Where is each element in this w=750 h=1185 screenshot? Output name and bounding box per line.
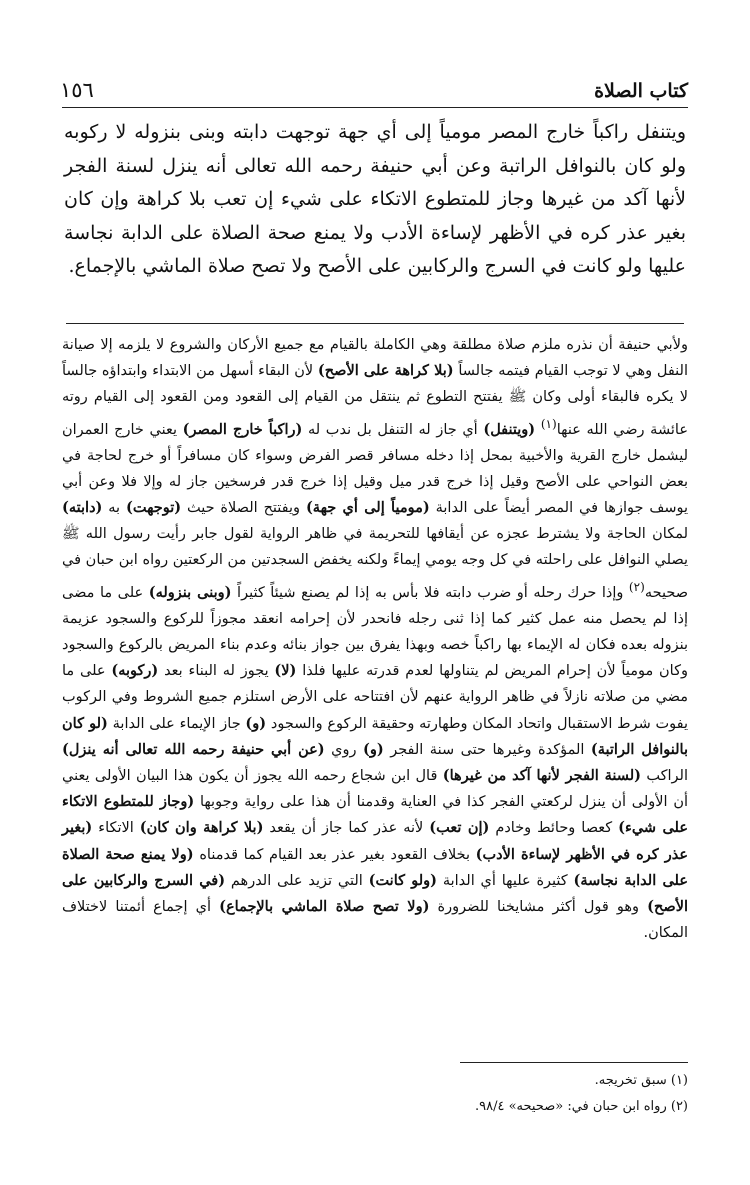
commentary-text: ولأبي حنيفة أن نذره ملزم صلاة مطلقة وهي الكاملة بالقيام مع جميع الأركان والشروع لا يلزمه إلا صيانة النفل وهي لا توجب القيام فيتمه جالساً: [62, 337, 688, 380]
quoted-text: (بلا كراهة على الأصح): [317, 362, 454, 380]
commentary-text: على ما مضي من صلاته نازلاً في ظاهر الرواية عنهم لأن افتتاحه على الأرض استلزم جميع الشروط وفي الركوب يفوت شرط الاستقبال واتحاد المكان وطهارته وحقيقة الركوع والسجود: [62, 663, 688, 732]
commentary-text: لأنه عذر كما جاز أن يقعد: [263, 820, 430, 837]
quoted-text: (مومياً إلى أي جهة): [305, 499, 430, 517]
commentary-text: كعصا وحائط وخادم: [489, 820, 619, 837]
quoted-text: (راكباً خارج المصر): [182, 420, 303, 438]
commentary-text: على ما مضى إذا لم يحصل منه عمل كثير كما إذا ثنى رجله فانحدر لأن إحرامه انعقد مجوزاً للركوع والسجود عزيمة بنزوله بعده فكان له الإيماء بها راكباً خصه وبهذا يفرق بين جواز بنائه وعدم بناء المريض بالركوع والسجود وكان مومياً لأن إحرام المريض لم يتناولها لعدم قدرته عليها فلذا: [62, 584, 688, 680]
commentary-text: لأن البقاء أسهل من الابتداء وابتداؤه جالساً لا يكره فالبقاء أولى وكان ﷺ يفتتح التطوع ثم ينتقل من القيام إلى القعود ومن القعود إلى القيام روته عائشة رضي الله عنها: [62, 363, 688, 438]
quoted-text: (و): [245, 714, 267, 732]
quoted-text: (ولا يمنع صحة الصلاة على الدابة نجاسة): [62, 845, 689, 889]
commentary-text: روي: [324, 741, 363, 758]
quoted-text: (توجهت): [125, 499, 182, 517]
quoted-text: (ركوبه): [111, 662, 159, 680]
quoted-text: (لسنة الفجر لأنها آكد من غيرها): [442, 766, 641, 784]
footnote-ref: (٢): [628, 579, 645, 594]
header-rule: [62, 107, 688, 108]
quoted-text: (بغير عذر كره في الأظهر لإساءة الأدب): [62, 819, 688, 863]
quoted-text: (دابته): [62, 499, 103, 517]
quoted-text: (وبنى بنزوله): [148, 583, 232, 601]
commentary-text: بخلاف القعود بغير عذر بعد القيام كما قدمناه: [193, 846, 476, 863]
commentary-text: يعني خارج العمران ليشمل خارج القرية والأخبية بمحل إذا دخله مسافر قصر الفرض وسواء كان مسافراً أو خرج لحاجة في بعض النواحي على الأصح وقيل إذا خرج قدر ميل وقيل إذا خرج قدر فرسخين جاز له وإلا فلا وعن أبي يوسف جوازها في المصر أيضاً على الدابة: [62, 421, 688, 517]
footnote-ref: (١): [540, 416, 557, 431]
commentary-text: كثيرة عليها أي الدابة: [437, 872, 574, 889]
commentary-text: جاز الإيماء على الدابة: [107, 715, 246, 732]
commentary-text: الاتكاء: [92, 820, 140, 837]
quoted-text: (لا): [274, 662, 297, 680]
footnote: (١) سبق تخريجه.: [594, 1073, 688, 1088]
footnotes: [62, 1068, 688, 1120]
commentary-text: قال ابن شجاع رحمه الله يجوز أن يكون هذا البيان الأولى يعني أن الأولى أن ينزل لركعتي الفجر كذا في العناية وقدمنا أن هذا على رواية وجوبها: [62, 767, 688, 811]
commentary-text: يجوز له البناء بعد: [158, 663, 275, 680]
page-number: ١٥٦: [60, 78, 94, 102]
commentary-text: الراكب: [640, 767, 688, 784]
commentary-text: به: [102, 500, 126, 517]
quoted-text: (إن تعب): [429, 819, 490, 837]
quoted-text: (و): [362, 740, 384, 758]
footnote-rule: [460, 1062, 688, 1063]
footnote: (٢) رواه ابن حبان في: «صحيحه» ٩٨/٤.: [474, 1099, 688, 1114]
text-commentary-divider: [66, 323, 684, 324]
commentary-text: وإذا حرك رحله أو ضرب دابته فلا بأس به إذا لم يصنع شيئاً كثيراً: [231, 584, 629, 601]
commentary-text: أي جاز له التنفل بل ندب له: [302, 421, 484, 438]
quoted-text: (ولا تصح صلاة الماشي بالإجماع): [219, 897, 430, 915]
commentary-text: ويفتتح الصلاة حيث: [181, 500, 306, 517]
commentary-text: المؤكدة وغيرها حتى سنة الفجر: [383, 741, 591, 758]
quoted-text: (ولو كانت): [368, 871, 438, 889]
book-title: كتاب الصلاة: [594, 80, 688, 102]
main-text: ويتنفل راكباً خارج المصر مومياً إلى أي جهة توجهت دابته وبنى بنزوله لا ركوبه ولو كان بالنوافل الراتبة وعن أبي حنيفة رحمه الله تعالى أنه ينزل لسنة الفجر لأنها آكد من غيرها وجاز للمتطوع الاتكاء على شيء إن تعب بلا كراهة وإن كان بغير عذر كره في الأظهر لإساءة الأدب ولا يمنع صحة الصلاة على الدابة نجاسة عليها ولو كانت في السرج والركابين على الأصح ولا تصح صلاة الماشي بالإجماع.: [64, 121, 686, 278]
quoted-text: (ويتنفل): [483, 420, 536, 438]
commentary-text: وهو قول أكثر مشايخنا للضرورة: [429, 898, 648, 915]
quoted-text: (لو كان بالنوافل الراتبة): [62, 714, 689, 758]
commentary-text: التي تزيد على الدرهم: [225, 872, 369, 889]
page-header: [60, 72, 688, 102]
commentary: [62, 332, 688, 946]
quoted-text: (عن أبي حنيفة رحمه الله تعالى أنه ينزل): [62, 740, 325, 758]
commentary-text: لمكان الحاجة ولا يشترط عجزه عن أيقافها للتحريمة في ظاهر الرواية لقول جابر رأيت رسول الله ﷺ يصلي النوافل على راحلته في كل وجه يومي إيماءً ولكنه يخفض السجدتين من الركعتين رواه ابن حبان في صحيحه: [62, 526, 689, 601]
commentary-text: أي إجماع أئمتنا لاختلاف المكان.: [62, 898, 688, 942]
quoted-text: (في السرج والركابين على الأصح): [62, 871, 689, 915]
quoted-text: (وجاز للمتطوع الاتكاء على شيء): [62, 793, 688, 837]
quoted-text: (بلا كراهة وان كان): [139, 819, 264, 837]
